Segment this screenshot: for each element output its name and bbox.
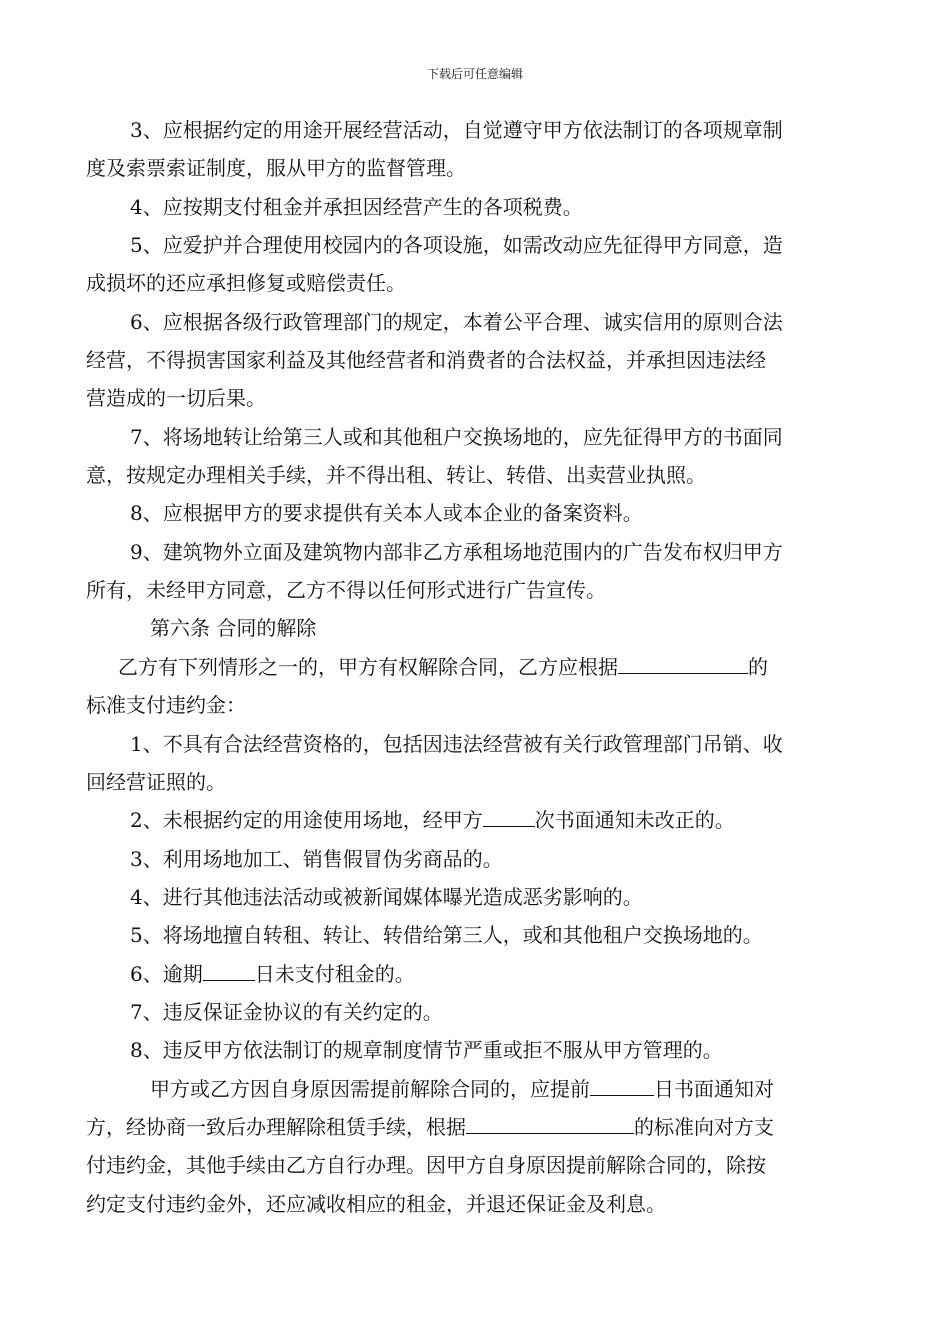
early-termination-line-1 <box>150 1076 940 1102</box>
clause-9-line-1: 9、建筑物外立面及建筑物内部非乙方承租场地范围内的广告发布权归甲方 <box>130 540 783 564</box>
section-heading: 第六条 合同的解除 <box>150 616 317 640</box>
termination-item-2 <box>130 807 920 833</box>
termination-item-8: 8、违反甲方依法制订的规章制度情节严重或拒不服从甲方管理的。 <box>130 1038 723 1062</box>
termination-item-6-suffix: 日未支付租金的。 <box>254 962 415 986</box>
clause-9-line-2: 所有，未经甲方同意，乙方不得以任何形式进行广告宣传。 <box>86 578 606 602</box>
early-termination-suffix-2: 的标准向对方支 <box>634 1115 774 1139</box>
termination-item-5: 5、将场地擅自转租、转让、转借给第三人，或和其他租户交换场地的。 <box>130 923 763 947</box>
clause-3-line-2: 度及索票索证制度，服从甲方的监督管理。 <box>86 156 466 180</box>
clause-6-line-2: 经营，不得损害国家利益及其他经营者和消费者的合法权益，并承担因违法经 <box>86 348 766 372</box>
termination-item-1-line-1: 1、不具有合法经营资格的，包括因违法经营被有关行政管理部门吊销、收 <box>130 732 783 756</box>
termination-item-6-text: 6、逾期 <box>130 962 203 986</box>
clause-7-line-1: 7、将场地转让给第三人或和其他租户交换场地的，应先征得甲方的书面同 <box>130 425 783 449</box>
termination-item-4: 4、进行其他违法活动或被新闻媒体曝光造成恶劣影响的。 <box>130 885 643 909</box>
termination-item-3: 3、利用场地加工、销售假冒伪劣商品的。 <box>130 847 503 871</box>
early-termination-text-2: 方，经协商一致后办理解除租赁手续，根据 <box>86 1115 466 1139</box>
clause-6-line-3: 营造成的一切后果。 <box>86 386 266 410</box>
page-header: 下载后可任意编辑 <box>426 67 523 81</box>
clause-4: 4、应按期支付租金并承担因经营产生的各项税费。 <box>130 195 583 219</box>
clause-5-line-2: 成损坏的还应承担修复或赔偿责任。 <box>86 271 406 295</box>
penalty-standard-blank <box>466 1115 634 1134</box>
termination-intro-text: 乙方有下列情形之一的，甲方有权解除合同，乙方应根据 <box>118 655 618 679</box>
clause-7-line-2: 意，按规定办理相关手续，并不得出租、转让、转借、出卖营业执照。 <box>86 463 706 487</box>
termination-intro-line-2: 标准支付违约金： <box>86 693 246 717</box>
termination-item-7: 7、违反保证金协议的有关约定的。 <box>130 1000 443 1024</box>
early-termination-suffix-1: 日书面通知对 <box>654 1077 774 1101</box>
termination-intro-line-1 <box>118 654 908 680</box>
clause-5-line-1: 5、应爱护并合理使用校园内的各项设施，如需改动应先征得甲方同意，造 <box>130 233 783 257</box>
early-termination-line-3: 付违约金，其他手续由乙方自行办理。因甲方自身原因提前解除合同的，除按 <box>86 1153 766 1177</box>
termination-item-2-suffix: 次书面通知未改正的。 <box>534 808 735 832</box>
clause-6-line-1: 6、应根据各级行政管理部门的规定，本着公平合理、诚实信用的原则合法 <box>130 310 783 334</box>
early-termination-text-1: 甲方或乙方因自身原因需提前解除合同的，应提前 <box>150 1077 590 1101</box>
termination-item-6 <box>130 961 920 987</box>
early-termination-line-4: 约定支付违约金外，还应减收相应的租金，并退还保证金及利息。 <box>86 1192 666 1216</box>
overdue-days-blank <box>203 962 255 981</box>
early-termination-line-2 <box>86 1114 876 1140</box>
notice-days-blank <box>590 1077 654 1096</box>
termination-item-2-text: 2、未根据约定的用途使用场地，经甲方 <box>130 808 483 832</box>
clause-8: 8、应根据甲方的要求提供有关本人或本企业的备案资料。 <box>130 501 643 525</box>
notice-count-blank <box>483 808 535 827</box>
termination-item-1-line-2: 回经营证照的。 <box>86 770 226 794</box>
termination-intro-suffix: 的 <box>748 655 768 679</box>
standard-blank <box>618 655 748 674</box>
clause-3-line-1: 3、应根据约定的用途开展经营活动，自觉遵守甲方依法制订的各项规章制 <box>130 118 783 142</box>
